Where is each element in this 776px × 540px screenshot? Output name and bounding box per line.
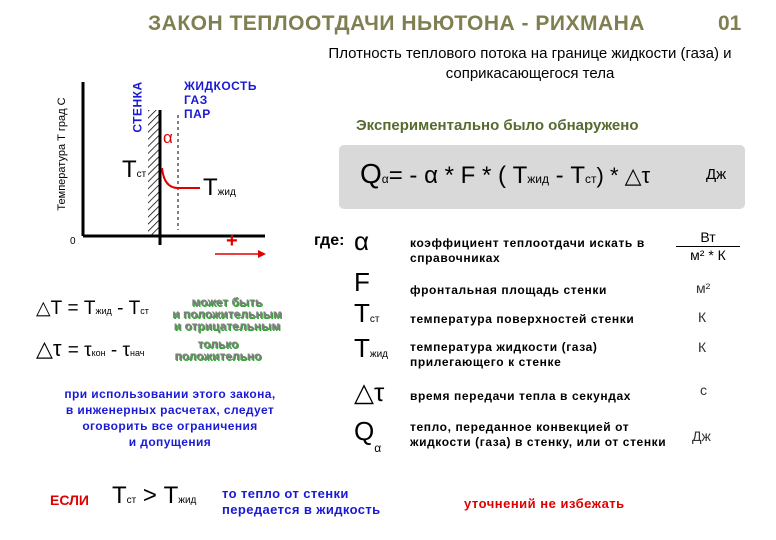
def-symbol-F: F [354,267,370,297]
def-unit-F: м² [696,280,711,296]
if-condition: Тст > Тжид [112,482,197,509]
def-symbol-dtau: △τ [354,377,385,407]
wall-label: СТЕНКА [130,81,145,133]
def-symbol-Tzhid: Тжид [354,333,389,363]
def-unit-Tst: К [698,309,707,325]
if-label: ЕСЛИ [50,492,89,508]
experimental-note: Экспериментально было обнаружено [356,117,639,134]
refinement-note: уточнений не избежать [464,496,625,511]
def-text-F: фронтальная площадь стенки [410,283,607,297]
alpha-unit: Вт м² * К [676,229,740,263]
def-text-Q: тепло, переданное конвекцией от жидкости (газа) в стенку, или от стенки [410,420,667,449]
medium-label-vapor: ПАР [184,107,211,121]
if-result: то тепло от стенки передается в жидкость [222,486,381,517]
medium-labels [184,79,257,121]
plus-label: + [226,230,238,252]
t-fluid-label: Тжид [203,174,236,201]
where-label: где: [314,232,345,249]
page-title: ЗАКОН ТЕПЛООТДАЧИ НЬЮТОНА - РИХМАНА [148,12,645,35]
delta-t-note: может быть и положительным и отрицательным [172,295,282,333]
y-axis-label: Температура Т град С [56,97,68,211]
def-text-Tzhid: температура жидкости (газа) прилегающего к стенке [410,340,598,369]
subtitle: Плотность теплового потока на границе жидкости (газа) и соприкасающегося тела [328,45,732,82]
medium-label-gas: ГАЗ [184,93,208,107]
delta-tau-note: только положительно [174,337,262,363]
def-text-alpha: коэффициент теплоотдачи искать в справочниках [410,236,645,265]
def-symbol-Tst: Тст [354,298,380,328]
formula-unit: Дж [706,166,727,183]
y-axis-label-wrap [50,86,68,226]
wall-label-wrap [130,82,150,142]
def-symbol-alpha: α [354,226,370,256]
def-symbol-Q: $Q_\alpha$ [354,416,382,455]
medium-label-liquid: ЖИДКОСТЬ [184,79,257,93]
def-unit-dtau: с [700,382,707,398]
delta-t-formula: △Т = Тжид - Тст [36,298,149,319]
usage-note: при использовании этого закона, в инженерных расчетах, следует оговорить все ограничения и допущения [64,387,276,449]
def-unit-Tzhid: К [698,339,707,355]
slide-number: 01 [718,12,742,35]
def-text-Tst: температура поверхностей стенки [410,312,635,326]
origin-label: 0 [70,236,76,247]
def-text-dtau: время передачи тепла в секундах [410,389,632,403]
main-formula: Qα= - α * F * ( Тжид - Тст) * △τ [360,158,651,189]
alpha-symbol: α [163,128,173,147]
def-unit-Q: Дж [692,428,711,444]
t-wall-label: Тст [122,156,147,183]
temperature-curve [162,168,200,188]
delta-tau-formula: △τ = τкон - τнач [36,336,145,361]
